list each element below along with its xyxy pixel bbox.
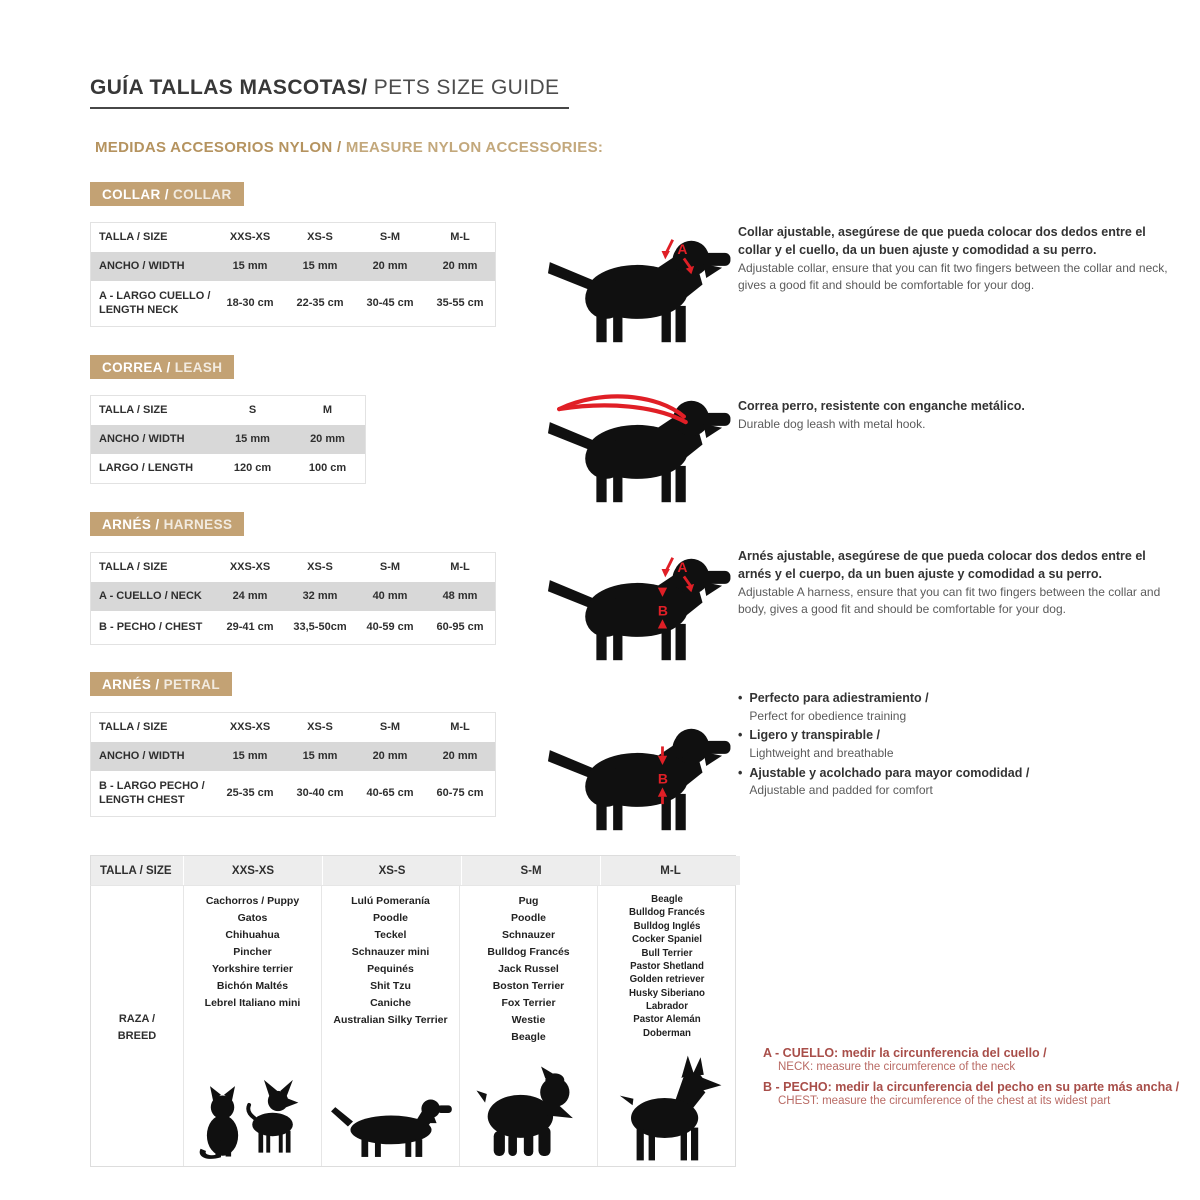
harness-desc-en: Adjustable A harness, ensure that you can fit two fingers between the collar and body, gives a good fit and should be comfortable for your dog. [738,584,1161,616]
breed-item: Poodle [372,912,408,924]
leash-badge-es: CORREA / [102,360,171,375]
dachshund-silhouette-icon [327,1086,455,1162]
row-label [91,780,215,808]
row-label-line2: LENGTH CHEST [99,793,185,806]
collar-desc-es: Collar ajustable, asegúrese de que pueda colocar dos dedos entre el collar y el cuello, da un buen ajuste y comodidad a su perro. [738,225,1146,257]
header-cell: TALLA / SIZE [99,230,168,243]
table-row [91,454,365,483]
row-label [91,290,215,318]
value-cell: 25-35 cm [226,786,274,799]
feature-es: Ligero y transpirable / [749,728,880,743]
value-cell: 24 mm [232,589,268,602]
collar-dog-illustration [542,210,742,345]
header-cell: XXS-XS [229,720,271,733]
value-cell: 22-35 cm [296,296,344,309]
table-row [91,252,495,281]
header-cell: M [322,403,333,416]
breed-item: Cocker Spaniel [631,934,702,946]
header-cell: XS-S [307,560,333,573]
note-b-es: B - PECHO: medir la circunferencia del pecho en su parte más ancha / [763,1080,1180,1094]
breed-item: Poodle [510,912,546,924]
breed-item: Beagle [651,894,683,905]
breed-column-xs-s [321,886,459,1166]
header-cell: S-M [379,560,401,573]
breed-item: Boston Terrier [492,980,565,992]
note-a-en: NECK: measure the circumference of the neck [778,1061,1016,1073]
breed-item: Husky Siberiano [629,987,705,999]
feature-en: Lightweight and breathable [749,745,894,760]
row-label: LARGO / LENGTH [99,461,194,474]
harness-description [738,548,1173,618]
breed-item: Labrador [645,1001,688,1012]
feature-es: Ajustable y acolchado para mayor comodidad / [749,765,1030,780]
row-label: A - CUELLO / NECK [99,589,202,602]
breed-item: Golden retriever [629,974,705,986]
raza-breed-label: RAZA / BREED [117,1013,157,1042]
collar-table [90,222,496,327]
breed-list [487,893,569,1046]
chest-measure-label: B [657,602,668,619]
dog-silhouette-icon [542,370,742,505]
breed-item: Gatos [237,912,268,924]
breed-list [205,893,301,1012]
table-row [91,553,495,582]
row-label: ANCHO / WIDTH [99,749,185,762]
header-cell: S-M [379,230,401,243]
feature-en: Perfect for obedience training [749,708,907,723]
collar-desc-en: Adjustable collar, ensure that you can fit two fingers between the collar and neck, gives a good fit and should be comfortable for your dog. [738,260,1168,292]
breed-item: Cachorros / Puppy [205,895,300,907]
breed-item: Bulldog Francés [629,907,705,919]
leash-section [90,355,1190,500]
value-cell: 60-75 cm [436,786,484,799]
value-cell: 15 mm [302,259,338,272]
breed-table-body [90,885,736,1167]
petral-badge-en: PETRAL [163,677,220,692]
petral-badge-es: ARNÉS / [102,677,160,692]
dog-silhouette-icon [542,698,742,833]
breed-item: Yorkshire terrier [212,963,293,975]
page-subtitle-en: MEASURE NYLON ACCESSORIES: [345,139,604,156]
header-cell: XXS-XS [229,560,271,573]
value-cell: 18-30 cm [226,296,274,309]
breed-row-label-cell [91,886,183,1166]
harness-section [90,512,1190,662]
header-cell: TALLA / SIZE [99,403,168,416]
petral-section [90,672,1190,842]
value-cell: 20 mm [372,749,408,762]
value-cell: 60-95 cm [436,620,484,633]
value-cell: 120 cm [233,461,272,474]
harness-desc-es: Arnés ajustable, asegúrese de que pueda colocar dos dedos entre el arnés y el cuerpo, da un buen ajuste y comodidad a su perro. [738,549,1146,581]
harness-badge-es: ARNÉS / [102,517,160,532]
table-row [91,713,495,742]
table-row [91,396,365,425]
header-cell: TALLA / SIZE [91,856,183,885]
breed-table-header [90,855,736,885]
collar-description [738,224,1173,294]
value-cell: 100 cm [308,461,347,474]
table-row [91,771,495,816]
table-row [91,281,495,326]
breed-item: Beagle [511,1031,546,1043]
header-cell: M-L [450,560,470,573]
row-label-line1: A - LARGO CUELLO / [99,289,211,302]
header-cell: S-M [379,720,401,733]
value-cell: 20 mm [310,432,345,445]
value-cell: 15 mm [232,749,268,762]
breed-item: Schnauzer [501,929,556,941]
feature-en: Adjustable and padded for comfort [749,783,933,798]
breed-item: Bichón Maltés [216,980,289,992]
page-title-en: PETS SIZE GUIDE [373,76,560,99]
header-cell: M-L [601,856,740,885]
header-cell: S-M [462,856,600,885]
value-cell: 15 mm [235,432,270,445]
table-row [91,611,495,644]
harness-table [90,552,496,645]
value-cell: 20 mm [442,259,478,272]
header-cell: XS-S [323,856,461,885]
feature-item [738,727,1178,761]
feature-item [738,765,1178,799]
cat-and-chihuahua-silhouette-icon [194,1076,312,1162]
breed-column-m-l [597,886,736,1166]
breed-list [333,893,447,1029]
bullet-icon: • [738,765,743,780]
value-cell: 40 mm [372,589,408,602]
dog-silhouette-icon [542,528,742,663]
value-cell: 40-65 cm [366,786,414,799]
breed-item: Teckel [374,929,407,941]
breed-size-table [90,855,736,1167]
value-cell: 30-40 cm [296,786,344,799]
breed-item: Pastor Alemán [633,1014,701,1026]
breed-item: Shit Tzu [370,980,411,992]
breed-item: Chihuahua [225,929,280,941]
dog-silhouette-icon [542,210,742,345]
note-b-en: CHEST: measure the circumference of the chest at its widest part [778,1095,1111,1107]
value-cell: 15 mm [232,259,268,272]
value-cell: 15 mm [302,749,338,762]
header-cell: S [248,403,257,416]
table-row [91,742,495,771]
row-label-line1: B - LARGO PECHO / [99,779,205,792]
breed-item: Pincher [233,946,272,958]
header-cell: TALLA / SIZE [99,720,168,733]
leash-table [90,395,366,484]
value-cell: 33,5-50cm [293,620,347,633]
bullet-icon: • [738,728,743,743]
breed-item: Pastor Shetland [630,960,704,972]
feature-es: Perfecto para adiestramiento / [749,691,929,705]
breed-item: Bulldog Inglés [633,920,701,932]
value-cell: 35-55 cm [436,296,484,309]
header-cell: XXS-XS [229,230,271,243]
value-cell: 20 mm [442,749,478,762]
breed-column-xxs-xs [183,886,321,1166]
breed-item: Doberman [643,1027,691,1039]
value-cell: 29-41 cm [226,620,274,633]
page-subtitle-es: MEDIDAS ACCESORIOS NYLON / [95,139,342,156]
header-cell: M-L [450,720,470,733]
collar-badge-es: COLLAR / [102,187,169,202]
header-cell: XS-S [307,230,333,243]
breed-item: Fox Terrier [501,997,556,1009]
row-label: ANCHO / WIDTH [99,432,185,445]
breed-item: Bulldog Francés [487,946,570,958]
header-cell: XS-S [307,720,333,733]
petral-dog-illustration [542,698,742,833]
row-label: B - PECHO / CHEST [99,620,203,633]
petral-badge [90,672,232,696]
measuring-instructions-note [763,1046,1195,1114]
value-cell: 40-59 cm [366,620,414,633]
petral-features [738,690,1178,802]
harness-badge [90,512,244,536]
value-cell: 30-45 cm [366,296,414,309]
breed-list [629,893,705,1040]
breed-item: Lulú Pomeranía [351,895,430,907]
table-row [91,582,495,611]
table-row [91,223,495,252]
row-label-line2: LENGTH NECK [99,303,179,316]
breed-item: Australian Silky Terrier [333,1014,448,1026]
page-subtitle [95,139,603,156]
note-a-es: A - CUELLO: medir la circunferencia del cuello / [763,1046,1047,1060]
breed-item: Caniche [370,997,411,1009]
header-cell: XXS-XS [184,856,322,885]
collar-section [90,182,1190,352]
neck-measure-label: A [677,240,688,257]
collar-badge [90,182,244,206]
breed-item: Lebrel Italiano mini [204,997,301,1009]
chest-measure-label: B [657,770,668,787]
breed-item: Jack Russel [498,963,559,975]
petral-table [90,712,496,817]
breed-item: Pug [518,895,539,907]
doberman-silhouette-icon [605,1054,729,1162]
leash-badge [90,355,234,379]
leash-desc-en: Durable dog leash with metal hook. [738,416,926,431]
leash-dog-illustration [542,370,742,505]
value-cell: 48 mm [442,589,478,602]
breed-item: Pequinés [367,963,414,975]
page-title [90,76,569,109]
page-title-es: GUÍA TALLAS MASCOTAS/ [90,76,368,99]
table-row [91,425,365,454]
collar-badge-en: COLLAR [172,187,232,202]
value-cell: 32 mm [302,589,338,602]
header-cell: TALLA / SIZE [99,560,168,573]
harness-dog-illustration [542,528,742,663]
bullet-icon: • [738,691,743,705]
breed-item: Schnauzer mini [351,946,430,958]
breed-item: Bull Terrier [641,947,693,959]
header-cell: M-L [450,230,470,243]
neck-measure-label: A [677,558,688,575]
row-label: ANCHO / WIDTH [99,259,185,272]
leash-badge-en: LEASH [174,360,223,375]
harness-badge-en: HARNESS [163,517,233,532]
leash-desc-es: Correa perro, resistente con enganche metálico. [738,399,1025,413]
feature-item [738,690,1178,724]
leash-description [738,398,1173,433]
breed-item: Westie [511,1014,546,1026]
value-cell: 20 mm [372,259,408,272]
schnauzer-silhouette-icon [473,1063,585,1162]
breed-column-s-m [459,886,597,1166]
